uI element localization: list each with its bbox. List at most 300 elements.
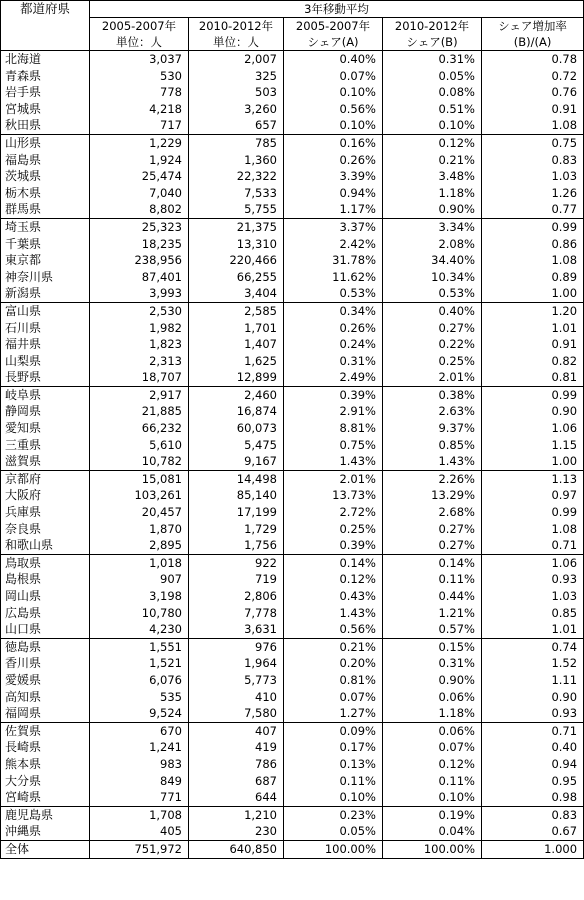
value-cell: 0.93 (482, 705, 584, 722)
prefecture-name-cell: 長野県 (1, 369, 90, 386)
value-cell: 405 (90, 823, 189, 840)
value-cell: 0.15% (383, 638, 482, 655)
prefecture-name-cell: 鳥取県 (1, 554, 90, 571)
table-row (1, 773, 584, 790)
value-cell: 11.62% (284, 269, 383, 286)
prefecture-name-cell: 沖縄県 (1, 823, 90, 840)
value-cell: 1,210 (189, 806, 284, 823)
total-value-cell: 100.00% (284, 840, 383, 858)
table-row (1, 823, 584, 840)
value-cell: 103,261 (90, 487, 189, 504)
value-cell: 0.83 (482, 152, 584, 169)
table-header (1, 1, 584, 51)
value-cell: 0.94% (284, 185, 383, 202)
value-cell: 0.09% (284, 722, 383, 739)
value-cell: 1,521 (90, 655, 189, 672)
value-cell: 0.12% (383, 134, 482, 151)
value-cell: 0.24% (284, 336, 383, 353)
value-cell: 0.56% (284, 621, 383, 638)
prefecture-header-spacer (1, 18, 90, 35)
value-cell: 9.37% (383, 420, 482, 437)
table-row (1, 420, 584, 437)
value-cell: 3,260 (189, 101, 284, 118)
table-row (1, 521, 584, 538)
value-cell: 0.95 (482, 773, 584, 790)
value-cell: 1.11 (482, 672, 584, 689)
table-row (1, 134, 584, 151)
value-cell: 2,530 (90, 302, 189, 319)
value-cell: 1,924 (90, 152, 189, 169)
table-row (1, 152, 584, 169)
value-cell: 0.90% (383, 672, 482, 689)
value-cell: 1.03 (482, 168, 584, 185)
prefecture-name-cell: 神奈川県 (1, 269, 90, 286)
table-row (1, 554, 584, 571)
value-cell: 0.31% (383, 51, 482, 68)
value-cell: 0.11% (284, 773, 383, 790)
prefecture-name-cell: 山口県 (1, 621, 90, 638)
moving-average-group-header: 3年移動平均 (90, 1, 584, 18)
value-cell: 5,475 (189, 437, 284, 454)
value-cell: 786 (189, 756, 284, 773)
value-cell: 1.01 (482, 621, 584, 638)
value-cell: 771 (90, 789, 189, 806)
value-cell: 0.19% (383, 806, 482, 823)
value-cell: 0.27% (383, 320, 482, 337)
column-header-line1: シェア増加率 (482, 18, 584, 35)
value-cell: 2.08% (383, 236, 482, 253)
value-cell: 657 (189, 117, 284, 134)
value-cell: 535 (90, 689, 189, 706)
value-cell: 849 (90, 773, 189, 790)
value-cell: 14,498 (189, 470, 284, 487)
value-cell: 2,895 (90, 537, 189, 554)
table-row (1, 789, 584, 806)
value-cell: 419 (189, 739, 284, 756)
value-cell: 0.31% (383, 655, 482, 672)
table-row (1, 236, 584, 253)
value-cell: 1.06 (482, 420, 584, 437)
prefecture-name-cell: 熊本県 (1, 756, 90, 773)
prefecture-name-cell: 埼玉県 (1, 218, 90, 235)
table-row (1, 672, 584, 689)
value-cell: 1,870 (90, 521, 189, 538)
value-cell: 1.03 (482, 588, 584, 605)
prefecture-name-cell: 岡山県 (1, 588, 90, 605)
column-header-line2: シェア(A) (284, 34, 383, 51)
value-cell: 1.20 (482, 302, 584, 319)
column-header-line2: 単位：人 (90, 34, 189, 51)
value-cell: 0.72 (482, 68, 584, 85)
prefecture-name-cell: 静岡県 (1, 403, 90, 420)
prefecture-name-cell: 佐賀県 (1, 722, 90, 739)
value-cell: 0.11% (383, 571, 482, 588)
value-cell: 0.13% (284, 756, 383, 773)
prefecture-name-cell: 群馬県 (1, 201, 90, 218)
value-cell: 1.27% (284, 705, 383, 722)
value-cell: 0.07% (284, 68, 383, 85)
value-cell: 8.81% (284, 420, 383, 437)
prefecture-name-cell: 秋田県 (1, 117, 90, 134)
value-cell: 7,778 (189, 605, 284, 622)
value-cell: 34.40% (383, 252, 482, 269)
value-cell: 1,229 (90, 134, 189, 151)
value-cell: 0.51% (383, 101, 482, 118)
value-cell: 10,780 (90, 605, 189, 622)
prefecture-name-cell: 長崎県 (1, 739, 90, 756)
value-cell: 5,610 (90, 437, 189, 454)
value-cell: 0.10% (284, 84, 383, 101)
value-cell: 7,533 (189, 185, 284, 202)
table-row (1, 588, 584, 605)
value-cell: 0.99 (482, 504, 584, 521)
value-cell: 7,580 (189, 705, 284, 722)
prefecture-name-cell: 高知県 (1, 689, 90, 706)
prefecture-name-cell: 岐阜県 (1, 386, 90, 403)
value-cell: 2,313 (90, 353, 189, 370)
value-cell: 0.98 (482, 789, 584, 806)
value-cell: 1.18% (383, 185, 482, 202)
prefecture-name-cell: 福井県 (1, 336, 90, 353)
table-row (1, 336, 584, 353)
column-header-line1: 2010-2012年 (189, 18, 284, 35)
table-row (1, 470, 584, 487)
column-header-line1: 2005-2007年 (90, 18, 189, 35)
value-cell: 0.81% (284, 672, 383, 689)
value-cell: 0.53% (284, 285, 383, 302)
value-cell: 10.34% (383, 269, 482, 286)
prefecture-name-cell: 福岡県 (1, 705, 90, 722)
prefecture-header: 都道府県 (1, 1, 90, 18)
prefecture-name-cell: 新潟県 (1, 285, 90, 302)
value-cell: 2.01% (383, 369, 482, 386)
table-row (1, 285, 584, 302)
value-cell: 0.05% (383, 68, 482, 85)
prefecture-name-cell: 茨城県 (1, 168, 90, 185)
prefecture-name-cell: 山形県 (1, 134, 90, 151)
value-cell: 230 (189, 823, 284, 840)
total-value-cell: 751,972 (90, 840, 189, 858)
value-cell: 0.08% (383, 84, 482, 101)
value-cell: 0.40% (284, 51, 383, 68)
value-cell: 0.14% (284, 554, 383, 571)
prefecture-name-cell: 宮崎県 (1, 789, 90, 806)
value-cell: 0.10% (284, 789, 383, 806)
value-cell: 87,401 (90, 269, 189, 286)
table-row (1, 252, 584, 269)
value-cell: 719 (189, 571, 284, 588)
value-cell: 13.29% (383, 487, 482, 504)
value-cell: 1,708 (90, 806, 189, 823)
value-cell: 25,474 (90, 168, 189, 185)
value-cell: 785 (189, 134, 284, 151)
value-cell: 0.77 (482, 201, 584, 218)
value-cell: 0.11% (383, 773, 482, 790)
value-cell: 0.71 (482, 537, 584, 554)
table-row (1, 453, 584, 470)
value-cell: 1.06 (482, 554, 584, 571)
value-cell: 687 (189, 773, 284, 790)
value-cell: 0.06% (383, 722, 482, 739)
value-cell: 0.04% (383, 823, 482, 840)
value-cell: 0.06% (383, 689, 482, 706)
value-cell: 0.23% (284, 806, 383, 823)
prefecture-name-cell: 広島県 (1, 605, 90, 622)
value-cell: 2.91% (284, 403, 383, 420)
value-cell: 1.21% (383, 605, 482, 622)
value-cell: 2.26% (383, 470, 482, 487)
value-cell: 1.13 (482, 470, 584, 487)
value-cell: 220,466 (189, 252, 284, 269)
value-cell: 10,782 (90, 453, 189, 470)
value-cell: 2.49% (284, 369, 383, 386)
value-cell: 1.08 (482, 521, 584, 538)
value-cell: 0.43% (284, 588, 383, 605)
value-cell: 0.83 (482, 806, 584, 823)
value-cell: 2.68% (383, 504, 482, 521)
value-cell: 0.38% (383, 386, 482, 403)
value-cell: 1,982 (90, 320, 189, 337)
value-cell: 1,241 (90, 739, 189, 756)
value-cell: 3.39% (284, 168, 383, 185)
value-cell: 0.14% (383, 554, 482, 571)
column-header-line1: 2005-2007年 (284, 18, 383, 35)
column-header-line2: シェア(B) (383, 34, 482, 51)
value-cell: 60,073 (189, 420, 284, 437)
column-header-line2: (B)/(A) (482, 34, 584, 51)
value-cell: 2.63% (383, 403, 482, 420)
value-cell: 21,885 (90, 403, 189, 420)
value-cell: 0.39% (284, 386, 383, 403)
prefecture-name-cell: 大分県 (1, 773, 90, 790)
value-cell: 0.86 (482, 236, 584, 253)
column-header-line2: 単位：人 (189, 34, 284, 51)
table-row (1, 403, 584, 420)
value-cell: 0.34% (284, 302, 383, 319)
value-cell: 0.39% (284, 537, 383, 554)
value-cell: 0.81 (482, 369, 584, 386)
table-row (1, 369, 584, 386)
table-row (1, 806, 584, 823)
value-cell: 530 (90, 68, 189, 85)
value-cell: 1,360 (189, 152, 284, 169)
value-cell: 1.43% (284, 453, 383, 470)
value-cell: 0.27% (383, 537, 482, 554)
table-row (1, 51, 584, 68)
prefecture-name-cell: 宮城県 (1, 101, 90, 118)
value-cell: 13.73% (284, 487, 383, 504)
prefecture-name-cell: 千葉県 (1, 236, 90, 253)
value-cell: 410 (189, 689, 284, 706)
value-cell: 5,773 (189, 672, 284, 689)
prefecture-name-cell: 岩手県 (1, 84, 90, 101)
prefecture-name-cell: 三重県 (1, 437, 90, 454)
value-cell: 2,460 (189, 386, 284, 403)
value-cell: 16,874 (189, 403, 284, 420)
value-cell: 1,625 (189, 353, 284, 370)
value-cell: 1.52 (482, 655, 584, 672)
prefecture-name-cell: 北海道 (1, 51, 90, 68)
value-cell: 2,806 (189, 588, 284, 605)
value-cell: 1.26 (482, 185, 584, 202)
table-row (1, 101, 584, 118)
value-cell: 3,198 (90, 588, 189, 605)
value-cell: 0.76 (482, 84, 584, 101)
value-cell: 1,756 (189, 537, 284, 554)
value-cell: 1.01 (482, 320, 584, 337)
value-cell: 0.94 (482, 756, 584, 773)
value-cell: 13,310 (189, 236, 284, 253)
value-cell: 0.85 (482, 605, 584, 622)
table-row (1, 218, 584, 235)
value-cell: 1.08 (482, 252, 584, 269)
value-cell: 0.67 (482, 823, 584, 840)
value-cell: 20,457 (90, 504, 189, 521)
value-cell: 0.17% (284, 739, 383, 756)
value-cell: 0.57% (383, 621, 482, 638)
table-row (1, 302, 584, 319)
value-cell: 2.72% (284, 504, 383, 521)
value-cell: 0.85% (383, 437, 482, 454)
table-body (1, 51, 584, 859)
value-cell: 2,007 (189, 51, 284, 68)
prefecture-name-cell: 青森県 (1, 68, 90, 85)
value-cell: 0.16% (284, 134, 383, 151)
value-cell: 22,322 (189, 168, 284, 185)
prefecture-name-cell: 島根県 (1, 571, 90, 588)
value-cell: 644 (189, 789, 284, 806)
table-row (1, 605, 584, 622)
value-cell: 0.90 (482, 403, 584, 420)
prefecture-name-cell: 福島県 (1, 152, 90, 169)
value-cell: 0.20% (284, 655, 383, 672)
value-cell: 1,701 (189, 320, 284, 337)
prefecture-name-cell: 香川県 (1, 655, 90, 672)
value-cell: 9,524 (90, 705, 189, 722)
value-cell: 12,899 (189, 369, 284, 386)
table-row (1, 756, 584, 773)
value-cell: 1,551 (90, 638, 189, 655)
value-cell: 0.31% (284, 353, 383, 370)
prefecture-name-cell: 栃木県 (1, 185, 90, 202)
table-row (1, 504, 584, 521)
value-cell: 503 (189, 84, 284, 101)
value-cell: 0.10% (284, 117, 383, 134)
prefecture-name-cell: 兵庫県 (1, 504, 90, 521)
value-cell: 0.26% (284, 152, 383, 169)
value-cell: 0.10% (383, 117, 482, 134)
value-cell: 6,076 (90, 672, 189, 689)
table-row (1, 537, 584, 554)
prefecture-name-cell: 鹿児島県 (1, 806, 90, 823)
value-cell: 66,255 (189, 269, 284, 286)
value-cell: 3.48% (383, 168, 482, 185)
table-row (1, 739, 584, 756)
value-cell: 0.74 (482, 638, 584, 655)
value-cell: 3,404 (189, 285, 284, 302)
value-cell: 0.75% (284, 437, 383, 454)
value-cell: 2,917 (90, 386, 189, 403)
value-cell: 31.78% (284, 252, 383, 269)
value-cell: 325 (189, 68, 284, 85)
table-row (1, 722, 584, 739)
value-cell: 0.71 (482, 722, 584, 739)
value-cell: 0.12% (284, 571, 383, 588)
value-cell: 2.42% (284, 236, 383, 253)
value-cell: 18,707 (90, 369, 189, 386)
table-row (1, 621, 584, 638)
prefecture-name-cell: 大阪府 (1, 487, 90, 504)
value-cell: 0.40% (383, 302, 482, 319)
value-cell: 922 (189, 554, 284, 571)
prefecture-name-cell: 京都府 (1, 470, 90, 487)
value-cell: 0.97 (482, 487, 584, 504)
value-cell: 0.93 (482, 571, 584, 588)
value-cell: 0.75 (482, 134, 584, 151)
prefecture-name-cell: 愛媛県 (1, 672, 90, 689)
value-cell: 976 (189, 638, 284, 655)
column-header-line1: 2010-2012年 (383, 18, 482, 35)
value-cell: 1.18% (383, 705, 482, 722)
prefecture-name-cell: 和歌山県 (1, 537, 90, 554)
value-cell: 407 (189, 722, 284, 739)
value-cell: 0.82 (482, 353, 584, 370)
value-cell: 85,140 (189, 487, 284, 504)
value-cell: 3.34% (383, 218, 482, 235)
prefecture-header-spacer (1, 34, 90, 51)
table-row (1, 84, 584, 101)
prefecture-name-cell: 富山県 (1, 302, 90, 319)
prefecture-name-cell: 東京都 (1, 252, 90, 269)
value-cell: 0.21% (383, 152, 482, 169)
table-row (1, 705, 584, 722)
value-cell: 1.08 (482, 117, 584, 134)
value-cell: 1.15 (482, 437, 584, 454)
table-row (1, 68, 584, 85)
table-row (1, 386, 584, 403)
value-cell: 0.25% (383, 353, 482, 370)
value-cell: 3,631 (189, 621, 284, 638)
table-row (1, 655, 584, 672)
table-row (1, 353, 584, 370)
value-cell: 238,956 (90, 252, 189, 269)
value-cell: 0.27% (383, 521, 482, 538)
table-row (1, 185, 584, 202)
table-row (1, 638, 584, 655)
value-cell: 0.91 (482, 336, 584, 353)
value-cell: 5,755 (189, 201, 284, 218)
value-cell: 1,964 (189, 655, 284, 672)
value-cell: 0.56% (284, 101, 383, 118)
table-row (1, 571, 584, 588)
value-cell: 0.05% (284, 823, 383, 840)
value-cell: 0.22% (383, 336, 482, 353)
prefecture-name-cell: 滋賀県 (1, 453, 90, 470)
value-cell: 0.10% (383, 789, 482, 806)
value-cell: 0.07% (383, 739, 482, 756)
total-label-cell: 全体 (1, 840, 90, 858)
table-row (1, 269, 584, 286)
table-row (1, 437, 584, 454)
value-cell: 21,375 (189, 218, 284, 235)
value-cell: 717 (90, 117, 189, 134)
value-cell: 1,729 (189, 521, 284, 538)
value-cell: 3,037 (90, 51, 189, 68)
value-cell: 3.37% (284, 218, 383, 235)
value-cell: 778 (90, 84, 189, 101)
table-row (1, 117, 584, 134)
value-cell: 1,823 (90, 336, 189, 353)
